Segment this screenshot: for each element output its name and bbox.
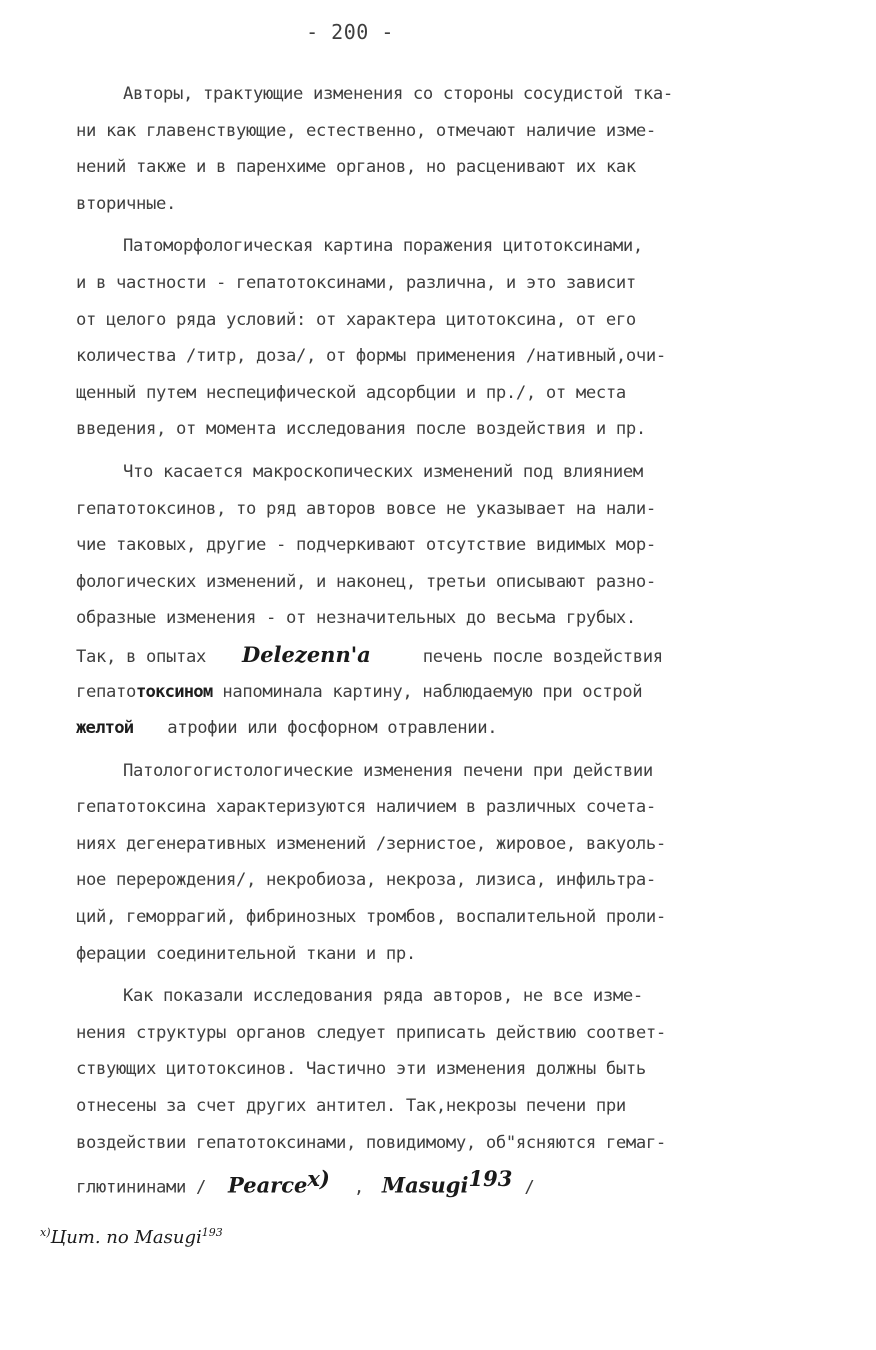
text-line: гепатотоксинов, то ряд авторов вовсе не указывает на нали- [76, 498, 656, 519]
text-fragment: напоминала картину, наблюдаемую при острой [222, 681, 643, 702]
text-line [76, 1161, 810, 1198]
text-line: ций, геморрагий, фибринозных тромбов, воспалительной проли- [76, 907, 666, 928]
text-line: введения, от момента исследования после воздействия и пр. [76, 419, 646, 440]
reference-number: 193 [468, 1166, 513, 1192]
text-line: щенный путем неспецифической адсорбции и пр./, от места [76, 382, 626, 403]
text-line: ствующих цитотоксинов. Частично эти изменения должны быть [76, 1059, 646, 1080]
text-fragment: гепато [76, 681, 136, 702]
text-fragment: Так, в опытах [76, 646, 206, 667]
footnote-text: Цит. по Masugi [50, 1227, 202, 1248]
overtyped-word: желтой [76, 718, 134, 739]
text-line: воздействии гепатотоксинами, повидимому, об"ясняются гемаг- [76, 1132, 666, 1153]
paragraph [76, 76, 810, 222]
text-line: образные изменения - от незначительных до весьма грубых. [76, 608, 636, 629]
footnote-mark: x) [307, 1166, 330, 1192]
text-line [76, 710, 810, 747]
paragraph [76, 753, 810, 973]
text-fragment: глютининами / [76, 1177, 206, 1198]
text-fragment: / [524, 1177, 535, 1198]
text-line: гепатотоксина характеризуются наличием в различных сочета- [76, 797, 656, 818]
main-text [76, 76, 810, 1198]
text-line: фологических изменений, и наконец, третьи описывают разно- [76, 571, 656, 592]
paragraph [76, 454, 810, 747]
text-line: Авторы, трактующие изменения со стороны сосудистой тка- [123, 84, 673, 104]
handwritten-author-name: Delezenn'a [241, 641, 371, 667]
text-line: Патологогистологические изменения печени при действии [123, 760, 653, 781]
text-line: ное перерождения/, некробиоза, некроза, лизиса, инфильтра- [76, 870, 656, 891]
text-line: Что касается макроскопических изменений под влиянием [123, 461, 643, 482]
text-fragment: печень после воздействия [422, 646, 663, 667]
text-fragment: атрофии или фосфорном отравлении. [167, 718, 498, 739]
page-number: - 200 - [306, 20, 394, 44]
text-line: Как показали исследования ряда авторов, не все изме- [123, 986, 643, 1007]
text-line: от целого ряда условий: от характера цитотоксина, от его [76, 309, 636, 330]
text-line: ни как главенствующие, естественно, отмечают наличие изме- [76, 120, 656, 141]
text-line: отнесены за счет других антител. Так,некрозы печени при [76, 1096, 626, 1117]
text-fragment: , [353, 1177, 364, 1198]
text-line: Патоморфологическая картина поражения цитотоксинами, [123, 236, 643, 257]
handwritten-author-name: Masugi [381, 1172, 469, 1198]
text-line: ферации соединительной ткани и пр. [76, 943, 416, 964]
text-line: вторичные. [76, 193, 176, 214]
footnote [40, 1226, 223, 1248]
handwritten-author-name: Pearce [227, 1172, 308, 1198]
paragraph [76, 978, 810, 1198]
footnote-mark: x) [40, 1226, 51, 1239]
text-line [76, 674, 810, 711]
text-line: и в частности - гепатотоксинами, различна, и это зависит [76, 272, 636, 293]
paragraph [76, 228, 810, 448]
text-line: нений также и в паренхиме органов, но расценивают их как [76, 157, 636, 178]
text-line: чие таковых, другие - подчеркивают отсутствие видимых мор- [76, 535, 656, 556]
text-line: нения структуры органов следует приписать действию соответ- [76, 1022, 666, 1043]
overtyped-word: токсином [136, 681, 213, 702]
text-line: количества /титр, доза/, от формы применения /нативный,очи- [76, 346, 666, 367]
text-line: ниях дегенеративных изменений /зернистое, жировое, вакуоль- [76, 833, 666, 854]
reference-number: 193 [201, 1226, 223, 1239]
text-line [76, 637, 810, 674]
